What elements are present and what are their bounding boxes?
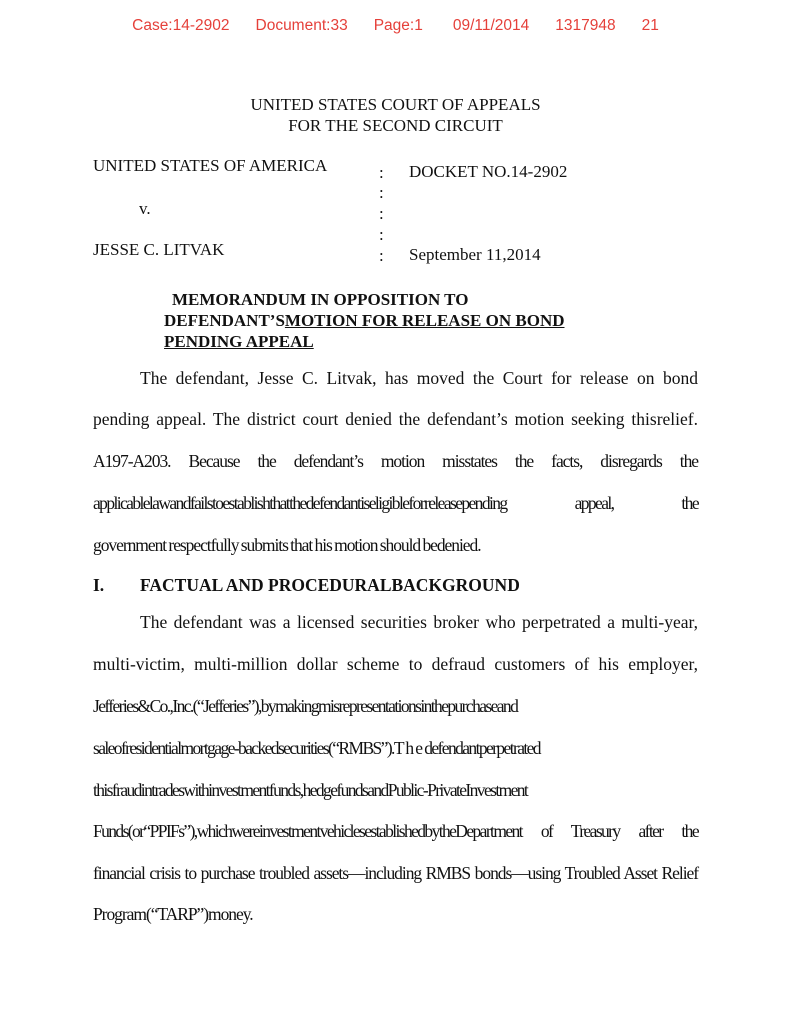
text-line: Funds(or“PPIFs”),whichwereinvestmentvehiclesestablishedbytheDepartment of Treasury after the [93, 821, 698, 841]
caption-colon: : [379, 225, 384, 244]
text-line: government respectfully submits that his motion should bedenied. [93, 535, 481, 555]
text-line: Jefferies&Co.,Inc.(“Jefferies”),bymakingmisrepresentationsinthepurchaseand [93, 696, 518, 716]
stamp-date: 09/11/2014 [452, 17, 530, 34]
section-title: FACTUAL AND PROCEDURALBACKGROUND [140, 575, 520, 595]
stamp-pages: 21 [641, 17, 659, 34]
title-line-3: PENDING APPEAL [164, 332, 314, 351]
stamp-case: Case:14-2902 [132, 17, 230, 34]
text-line: A197-A203. Because the defendant’s motion misstates the facts, disregards the [93, 451, 698, 471]
docket-number: DOCKET NO.14-2902 [409, 162, 568, 181]
text-line: The defendant was a licensed securities broker who perpetrated a multi-year, [140, 612, 698, 632]
memorandum-title [164, 289, 565, 352]
stamp-id: 1317948 [555, 17, 616, 34]
title-motion: MOTION FOR RELEASE ON BOND [284, 311, 565, 330]
text-line: pending appeal. The district court denied the defendant’s motion seeking thisrelief. [93, 409, 698, 429]
caption-colon: : [379, 246, 384, 265]
text-line: multi-victim, multi-million dollar scheme to defraud customers of his employer, [93, 654, 698, 674]
title-line-1: MEMORANDUM IN OPPOSITION TO [172, 290, 469, 309]
text-line: applicablelawandfailstoestablishthatthedefendantiseligibleforreleasepending appeal, the [93, 493, 698, 513]
text-line: The defendant, Jesse C. Litvak, has moved the Court for release on bond [140, 368, 698, 388]
versus: v. [139, 199, 151, 218]
text-line: thisfraudintradeswithinvestmentfunds,hedgefundsandPublic-PrivateInvestment [93, 780, 528, 800]
court-heading [0, 94, 791, 136]
text-line: Program(“TARP”)money. [93, 904, 253, 924]
caption-colon: : [379, 163, 384, 182]
court-name: UNITED STATES COURT OF APPEALS [250, 95, 541, 114]
filing-date: September 11,2014 [409, 245, 541, 264]
stamp-document: Document:33 [255, 17, 348, 34]
text-line: saleofresidentialmortgage-backedsecurities(“RMBS”).T h e defendantperpetrated [93, 738, 540, 758]
defendant-name: JESSE C. LITVAK [93, 240, 225, 259]
stamp-page: Page:1 [373, 17, 423, 34]
caption-colon: : [379, 183, 384, 202]
section-heading [93, 575, 520, 596]
court-circuit: FOR THE SECOND CIRCUIT [288, 116, 503, 135]
caption-colon: : [379, 204, 384, 223]
plaintiff-name: UNITED STATES OF AMERICA [93, 156, 328, 175]
text-line: financial crisis to purchase troubled assets—including RMBS bonds—using Troubled Asset Relief [93, 863, 698, 883]
title-defendant: DEFENDANT’S [164, 311, 285, 330]
title-line-2 [164, 310, 565, 331]
section-number: I. [93, 575, 105, 595]
filing-stamp [0, 17, 791, 35]
